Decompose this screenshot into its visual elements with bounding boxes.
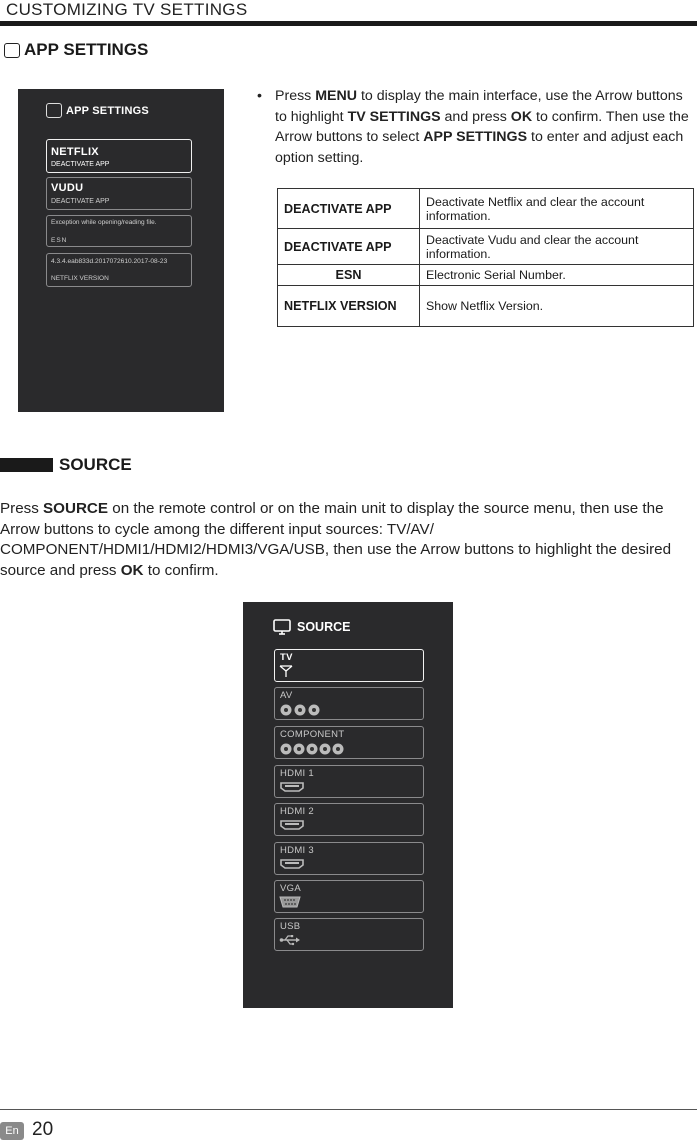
hdmi-port-icon — [279, 819, 305, 831]
vudu-deactivate-label: DEACTIVATE APP — [51, 198, 110, 205]
netflix-version-label: NETFLIX VERSION — [51, 275, 109, 282]
vga-port-icon — [279, 896, 301, 908]
app-settings-square-icon — [4, 43, 20, 58]
antenna-icon — [279, 665, 293, 677]
page-header-title: CUSTOMIZING TV SETTINGS — [6, 0, 248, 19]
menu-keyword: MENU — [315, 88, 357, 104]
page-number: 20 — [32, 1119, 54, 1140]
text-run: Press — [275, 88, 316, 104]
source-item-usb[interactable] — [274, 918, 424, 951]
source-item-label: HDMI 3 — [280, 845, 314, 856]
screen-title-text: APP SETTINGS — [66, 104, 149, 117]
source-heading-text: SOURCE — [59, 455, 132, 474]
usb-icon — [279, 934, 301, 946]
bullet-marker: • — [257, 88, 262, 104]
source-instructions — [0, 499, 690, 581]
source-item-vga[interactable] — [274, 880, 424, 913]
table-row — [278, 286, 694, 327]
table-option-cell: DEACTIVATE APP — [278, 189, 420, 229]
source-item-component[interactable] — [274, 726, 424, 759]
av-jacks-icon — [279, 703, 323, 717]
table-option-cell: ESN — [278, 265, 420, 286]
text-run: to display the main interface, use the Arrow buttons to highlight — [275, 88, 683, 125]
source-item-label: TV — [280, 652, 293, 663]
text-run: to confirm. Then use the Arrow buttons to select — [275, 108, 689, 145]
text-run: on the remote control or on the main unit to display the source menu, then use the Arrow buttons to cycle among the different input sources: TV/AV/ COMPONENT/HDMI1/HDMI2/HDMI3/VGA/USB, then use the Arrow buttons to highlight the desired source and press — [0, 500, 672, 579]
hdmi-port-icon — [279, 858, 305, 870]
text-run: to confirm. — [143, 561, 219, 579]
esn-option[interactable] — [46, 215, 192, 247]
source-heading — [0, 455, 132, 475]
source-item-label: HDMI 2 — [280, 806, 314, 817]
text-run: and press — [440, 108, 511, 125]
table-description-cell: Deactivate Vudu and clear the account information. — [420, 229, 694, 265]
monitor-icon — [273, 619, 291, 635]
netflix-label: NETFLIX — [51, 146, 99, 158]
footer-rule — [0, 1109, 697, 1110]
screen-source-title — [273, 619, 350, 635]
source-item-label: USB — [280, 921, 301, 932]
app-settings-screen — [18, 89, 224, 412]
app-settings-table — [277, 188, 694, 327]
vudu-label: VUDU — [51, 182, 84, 194]
source-keyword: SOURCE — [43, 500, 109, 517]
source-item-label: HDMI 1 — [280, 768, 314, 779]
source-item-label: AV — [280, 690, 293, 701]
esn-message: Exception while opening/reading file. — [51, 219, 157, 226]
screen-app-settings-title — [46, 103, 149, 118]
screen-source-title-text: SOURCE — [297, 620, 351, 634]
table-option-cell: DEACTIVATE APP — [278, 229, 420, 265]
table-row — [278, 265, 694, 286]
source-item-tv[interactable] — [274, 649, 424, 682]
table-description-cell: Deactivate Netflix and clear the account information. — [420, 189, 694, 229]
esn-label: ESN — [51, 237, 68, 244]
table-row — [278, 189, 694, 229]
source-item-label: COMPONENT — [280, 729, 345, 740]
app-settings-keyword: APP SETTINGS — [423, 129, 528, 145]
app-settings-heading-text: APP SETTINGS — [24, 40, 149, 59]
source-item-hdmi1[interactable] — [274, 765, 424, 798]
vudu-option[interactable] — [46, 177, 192, 210]
text-run: Press — [0, 500, 44, 517]
table-description-cell: Electronic Serial Number. — [420, 265, 694, 286]
netflix-option[interactable] — [46, 139, 192, 173]
table-option-cell: NETFLIX VERSION — [278, 286, 420, 327]
square-icon — [46, 103, 62, 118]
source-screen — [243, 602, 453, 1008]
table-description-cell: Show Netflix Version. — [420, 286, 694, 327]
text-run: to enter and adjust each option setting. — [275, 129, 684, 166]
header-rule — [0, 21, 697, 26]
source-item-hdmi2[interactable] — [274, 803, 424, 836]
ok-keyword: OK — [510, 108, 533, 125]
ok-keyword: OK — [120, 561, 144, 579]
source-item-label: VGA — [280, 883, 301, 894]
netflix-version-value: 4.3.4.eab833d.2017072610.2017-08-23 — [51, 258, 168, 265]
app-settings-instructions — [257, 86, 693, 168]
netflix-version-option[interactable] — [46, 253, 192, 287]
language-badge: En — [0, 1122, 24, 1140]
table-row — [278, 229, 694, 265]
app-settings-heading — [4, 40, 148, 60]
source-item-hdmi3[interactable] — [274, 842, 424, 875]
source-item-av[interactable] — [274, 687, 424, 720]
hdmi-port-icon — [279, 781, 305, 793]
netflix-deactivate-label: DEACTIVATE APP — [51, 161, 110, 168]
section-bar-icon — [0, 458, 53, 472]
component-jacks-icon — [279, 742, 347, 756]
tv-settings-keyword: TV SETTINGS — [347, 108, 441, 125]
